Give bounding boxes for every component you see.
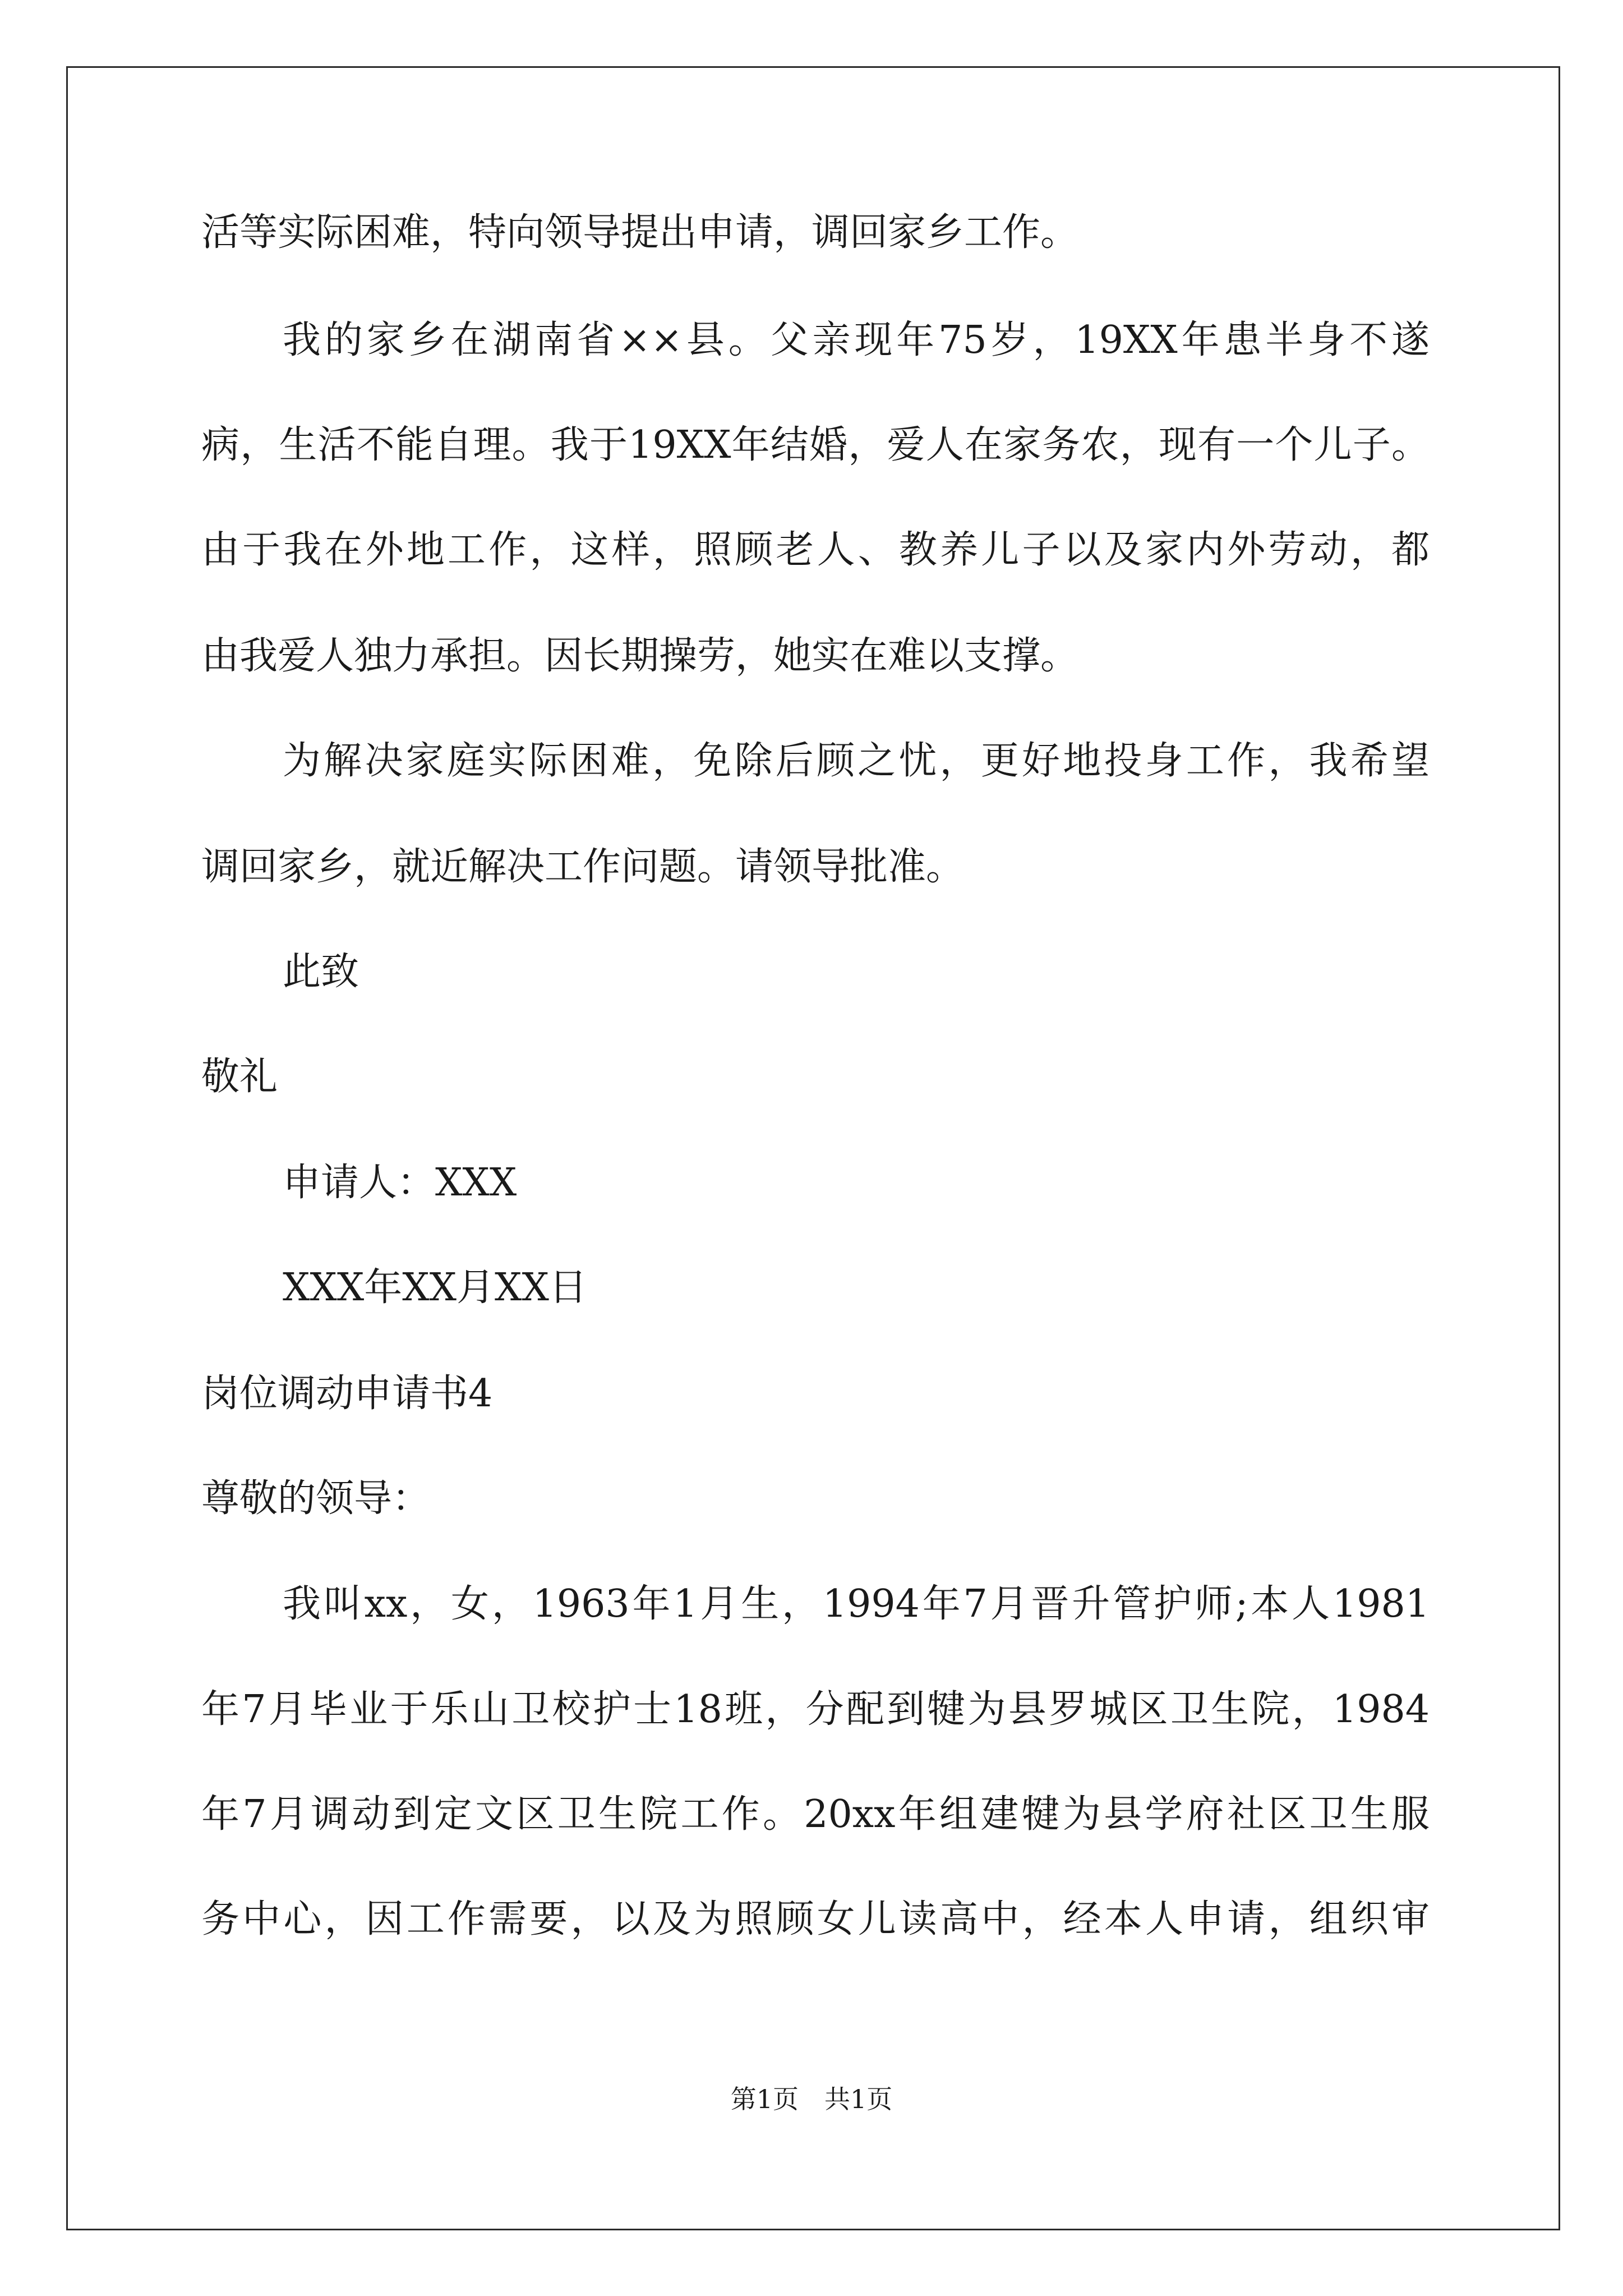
page-number: 第1页 <box>730 2084 799 2114</box>
applicant-signature: 申请人：XXX <box>283 1161 517 1205</box>
paragraph-line: 年7月调动到定文区卫生院工作。20xx年组建犍为县学府社区卫生服 <box>201 1792 1430 1837</box>
paragraph-line: 活等实际困难，特向领导提出申请，调回家乡工作。 <box>201 210 1079 255</box>
page-footer <box>0 2082 1623 2116</box>
paragraph-line: 年7月毕业于乐山卫校护士18班，分配到犍为县罗城区卫生院，1984 <box>201 1687 1430 1732</box>
paragraph-line: 我叫xx，女，1963年1月生，1994年7月晋升管护师;本人1981 <box>283 1582 1430 1626</box>
paragraph-line: 由于我在外地工作，这样，照顾老人、教养儿子以及家内外劳动，都 <box>201 528 1430 572</box>
closing-regards: 敬礼 <box>201 1055 278 1099</box>
greeting: 尊敬的领导： <box>201 1476 431 1521</box>
closing-salutation: 此致 <box>283 950 359 994</box>
paragraph-line: 调回家乡，就近解决工作问题。请领导批准。 <box>201 845 965 889</box>
paragraph-line: 为解决家庭实际困难，免除后顾之忧，更好地投身工作，我希望 <box>283 739 1430 783</box>
signature-date: XXX年XX月XX日 <box>283 1266 587 1310</box>
paragraph-line: 由我爱人独力承担。因长期操劳，她实在难以支撑。 <box>201 634 1079 678</box>
paragraph-line: 务中心，因工作需要，以及为照顾女儿读高中，经本人申请，组织审 <box>201 1897 1430 1941</box>
page-total: 共1页 <box>824 2084 893 2114</box>
paragraph-line: 病，生活不能自理。我于19XX年结婚，爱人在家务农，现有一个儿子。 <box>201 423 1430 467</box>
section-title: 岗位调动申请书4 <box>201 1372 493 1416</box>
paragraph-line: 我的家乡在湖南省××县。父亲现年75岁，19XX年患半身不遂 <box>283 318 1430 362</box>
